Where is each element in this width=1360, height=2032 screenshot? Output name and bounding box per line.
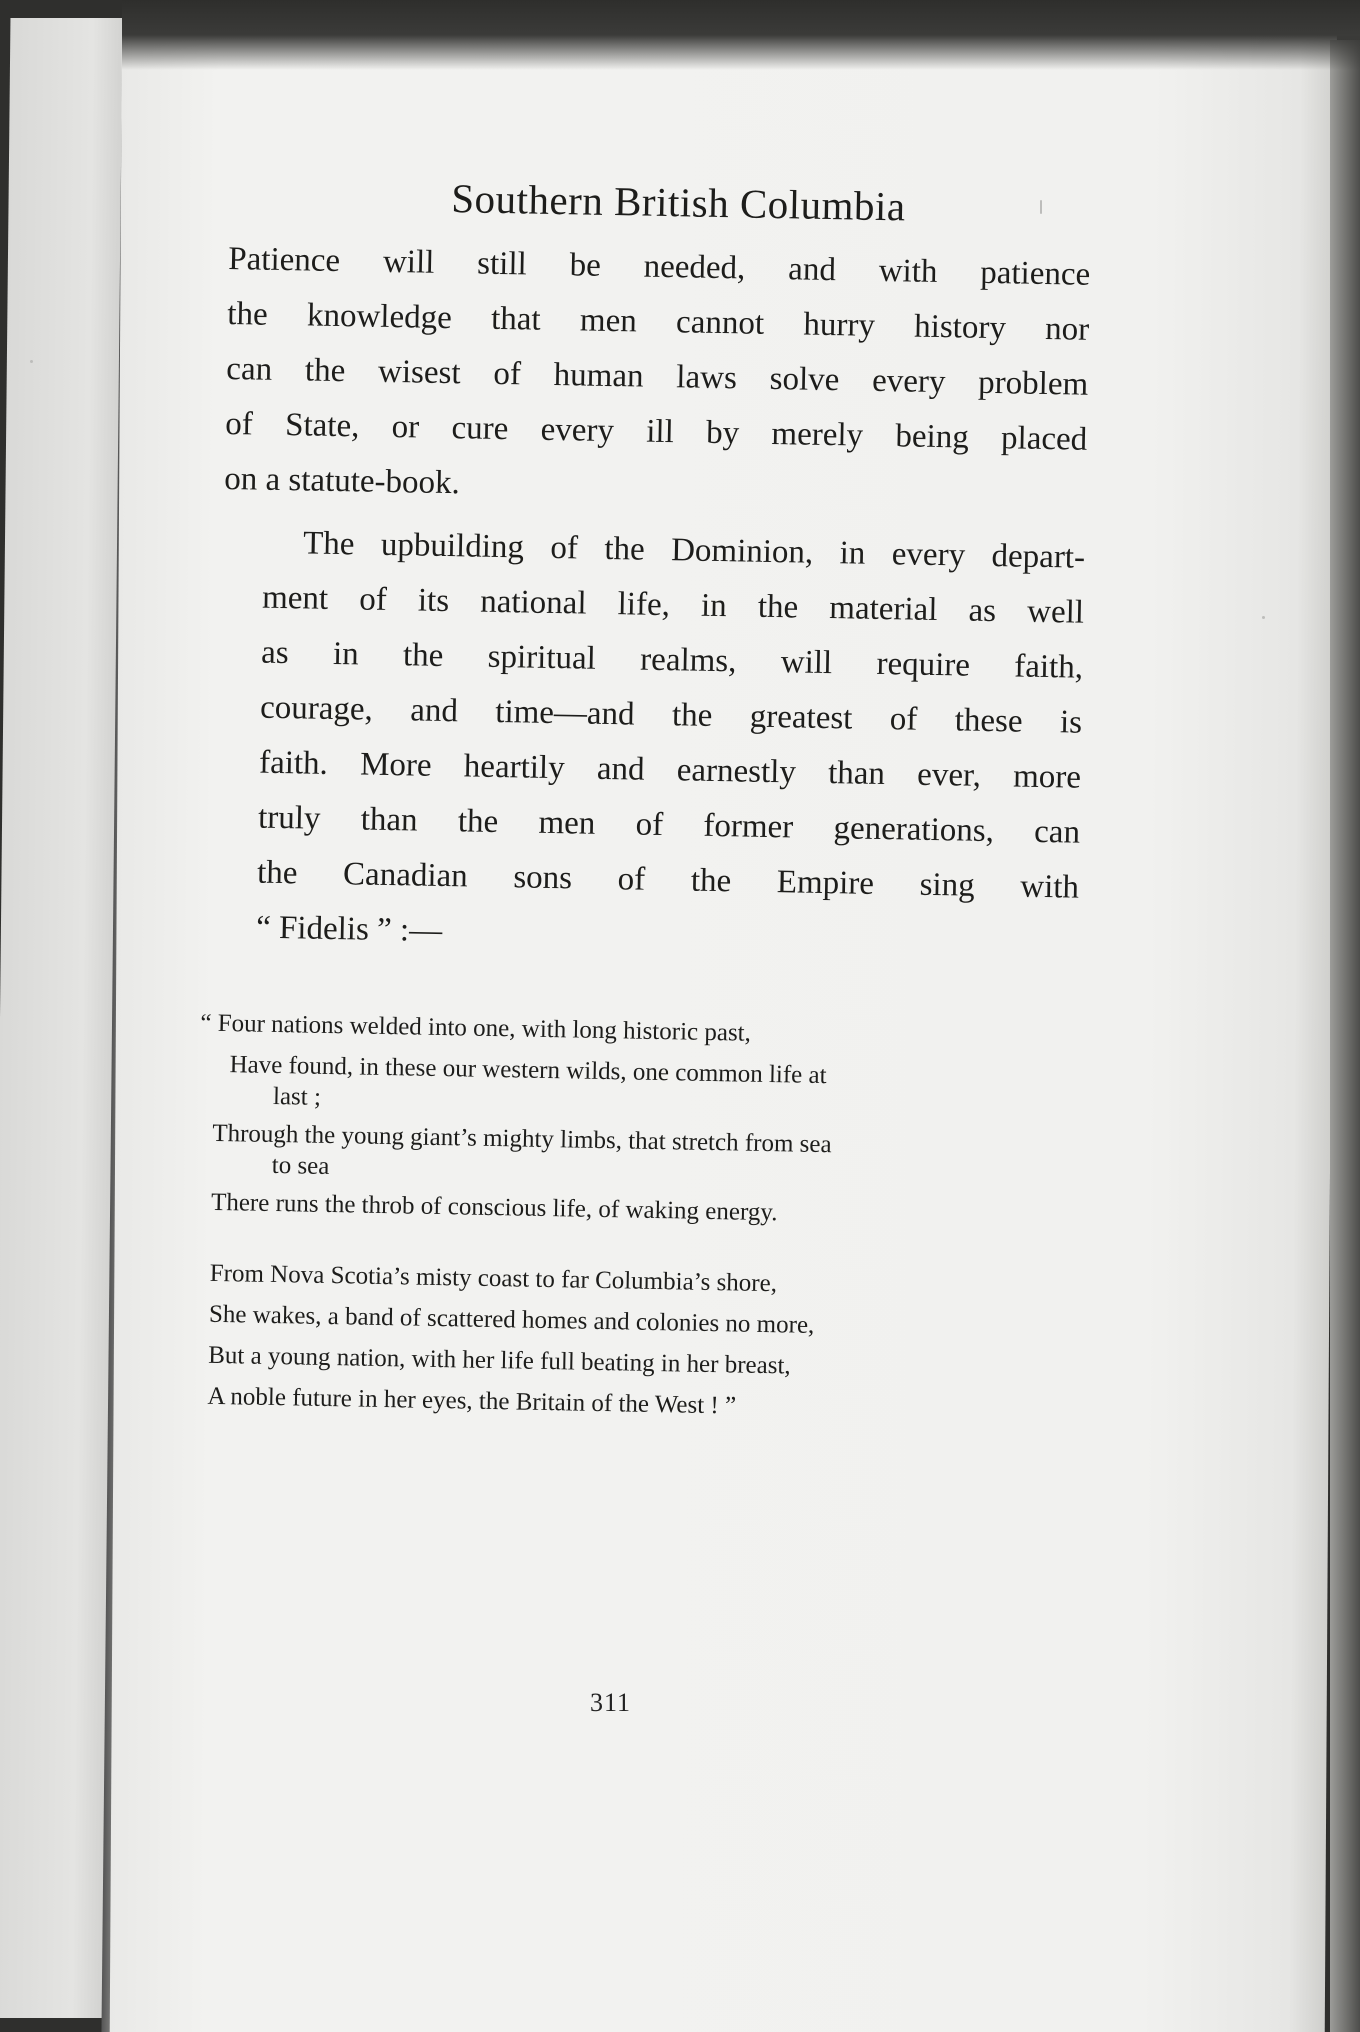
verse-line: Have found, in these our western wilds, one common life at bbox=[229, 1051, 827, 1090]
verse-line: Through the young giant’s mighty limbs, that stretch from sea bbox=[212, 1119, 832, 1159]
text-line: the Canadian sons of the Empire sing with bbox=[256, 854, 1080, 906]
text-line: The upbuilding of the Dominion, in every depart- bbox=[302, 525, 1086, 576]
text-line: can the wisest of human laws solve every problem bbox=[226, 350, 1089, 403]
text-line: the knowledge that men cannot hurry history nor bbox=[227, 295, 1090, 348]
page-number: 311 bbox=[590, 1688, 632, 1717]
text-line: of State, or cure every ill by merely being placed bbox=[225, 405, 1088, 458]
text-line: as in the spiritual realms, will require faith, bbox=[260, 634, 1084, 686]
text-line: faith. More heartily and earnestly than ever, more bbox=[258, 744, 1082, 796]
running-head: Southern British Columbia bbox=[450, 175, 907, 230]
text-line: on a statute-book. bbox=[224, 460, 461, 502]
text-line: truly than the men of former generations, can bbox=[257, 799, 1081, 851]
verse-line: A noble future in her eyes, the Britain of the West ! ” bbox=[207, 1382, 737, 1420]
paragraph-2 bbox=[216, 515, 1086, 971]
verse-line: There runs the throb of conscious life, of waking energy. bbox=[210, 1188, 778, 1227]
verse-line: From Nova Scotia’s misty coast to far Columbia’s shore, bbox=[209, 1259, 778, 1298]
page-edge-right bbox=[1330, 40, 1360, 2032]
paragraph-1 bbox=[224, 232, 1091, 523]
text-line: “ Fidelis ” :— bbox=[255, 909, 443, 950]
text-line: ment of its national life, in the material as well bbox=[261, 579, 1085, 631]
verse-line: “ Four nations welded into one, with long historic past, bbox=[200, 1009, 752, 1047]
verse-line-continuation: last ; bbox=[272, 1082, 322, 1111]
text-line: courage, and time—and the greatest of these is bbox=[259, 689, 1083, 741]
verse-stanza-1 bbox=[200, 1003, 1077, 1239]
verse-stanza-2 bbox=[207, 1253, 1072, 1433]
verse-line: But a young nation, with her life full beating in her breast, bbox=[208, 1341, 791, 1380]
verse-line-continuation: to sea bbox=[271, 1151, 330, 1180]
text-line: Patience will still be needed, and with patience bbox=[228, 240, 1091, 293]
page-text bbox=[200, 170, 1092, 1433]
verse-line: She wakes, a band of scattered homes and colonies no more, bbox=[208, 1300, 815, 1339]
page-edge-top bbox=[122, 0, 1360, 70]
